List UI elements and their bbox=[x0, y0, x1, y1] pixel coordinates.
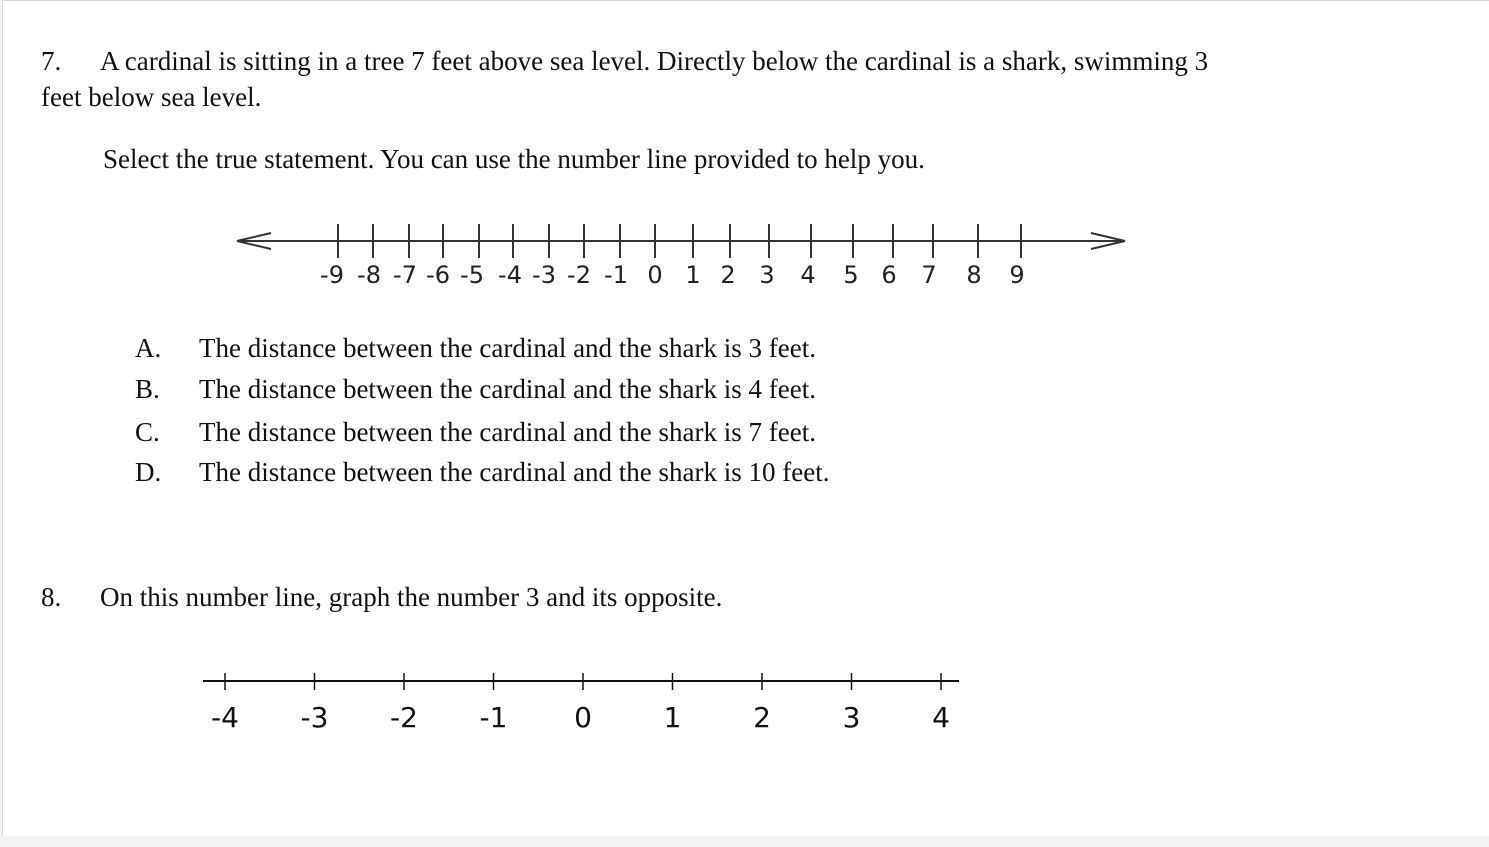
tick-label: -1 bbox=[479, 701, 508, 734]
tick-label: 6 bbox=[881, 261, 897, 289]
tick-label: -7 bbox=[393, 261, 417, 289]
tick-label: 3 bbox=[759, 261, 775, 289]
tick-label: 4 bbox=[932, 701, 950, 734]
choice-a-text[interactable]: The distance between the cardinal and the shark is 3 feet. bbox=[199, 333, 816, 363]
question-8-text: On this number line, graph the number 3 and its opposite. bbox=[100, 582, 723, 612]
tick-label: -4 bbox=[498, 261, 522, 289]
tick-label: 5 bbox=[843, 261, 859, 289]
tick-label: 0 bbox=[647, 261, 663, 289]
tick-label: -3 bbox=[532, 261, 556, 289]
tick-label: 1 bbox=[685, 261, 701, 289]
choice-d-letter: D. bbox=[135, 457, 162, 487]
tick-label: -8 bbox=[357, 261, 381, 289]
tick-label: 4 bbox=[800, 261, 816, 289]
choice-b-text[interactable]: The distance between the cardinal and the shark is 4 feet. bbox=[199, 374, 816, 404]
tick-label: 9 bbox=[1009, 261, 1025, 289]
tick-label: -9 bbox=[320, 261, 344, 289]
question-7-line-1: A cardinal is sitting in a tree 7 feet above sea level. Directly below the cardinal is a shark, swimming 3 bbox=[100, 46, 1209, 76]
tick-label: 7 bbox=[921, 261, 937, 289]
worksheet-page bbox=[2, 0, 1489, 836]
choice-a-letter: A. bbox=[135, 333, 162, 363]
tick-label: -2 bbox=[567, 261, 591, 289]
tick-label: -1 bbox=[604, 261, 628, 289]
tick-label: 2 bbox=[753, 701, 771, 734]
tick-label: -4 bbox=[211, 701, 239, 734]
tick-label: -5 bbox=[460, 261, 484, 289]
tick-label: -6 bbox=[426, 261, 450, 289]
tick-label: 1 bbox=[663, 701, 682, 734]
question-7-line-2: feet below sea level. bbox=[41, 82, 262, 112]
tick-label: -3 bbox=[300, 701, 329, 734]
number-line-neg4-to-4[interactable] bbox=[193, 661, 973, 741]
choice-d-text[interactable]: The distance between the cardinal and the shark is 10 feet. bbox=[199, 457, 830, 487]
choice-b-letter: B. bbox=[135, 374, 160, 404]
tick-label: 2 bbox=[720, 261, 736, 289]
tick-label: 0 bbox=[574, 701, 592, 734]
choice-c-text[interactable]: The distance between the cardinal and the shark is 7 feet. bbox=[199, 417, 816, 447]
tick-label: 3 bbox=[842, 701, 861, 734]
number-line-neg9-to-9 bbox=[223, 216, 1138, 296]
choice-c-letter: C. bbox=[135, 417, 160, 447]
tick-label: 8 bbox=[966, 261, 982, 289]
tick-label: -2 bbox=[390, 701, 418, 734]
question-7-instruction: Select the true statement. You can use the number line provided to help you. bbox=[103, 144, 925, 174]
question-8-number: 8. bbox=[41, 582, 62, 612]
question-7-number: 7. bbox=[41, 46, 62, 76]
